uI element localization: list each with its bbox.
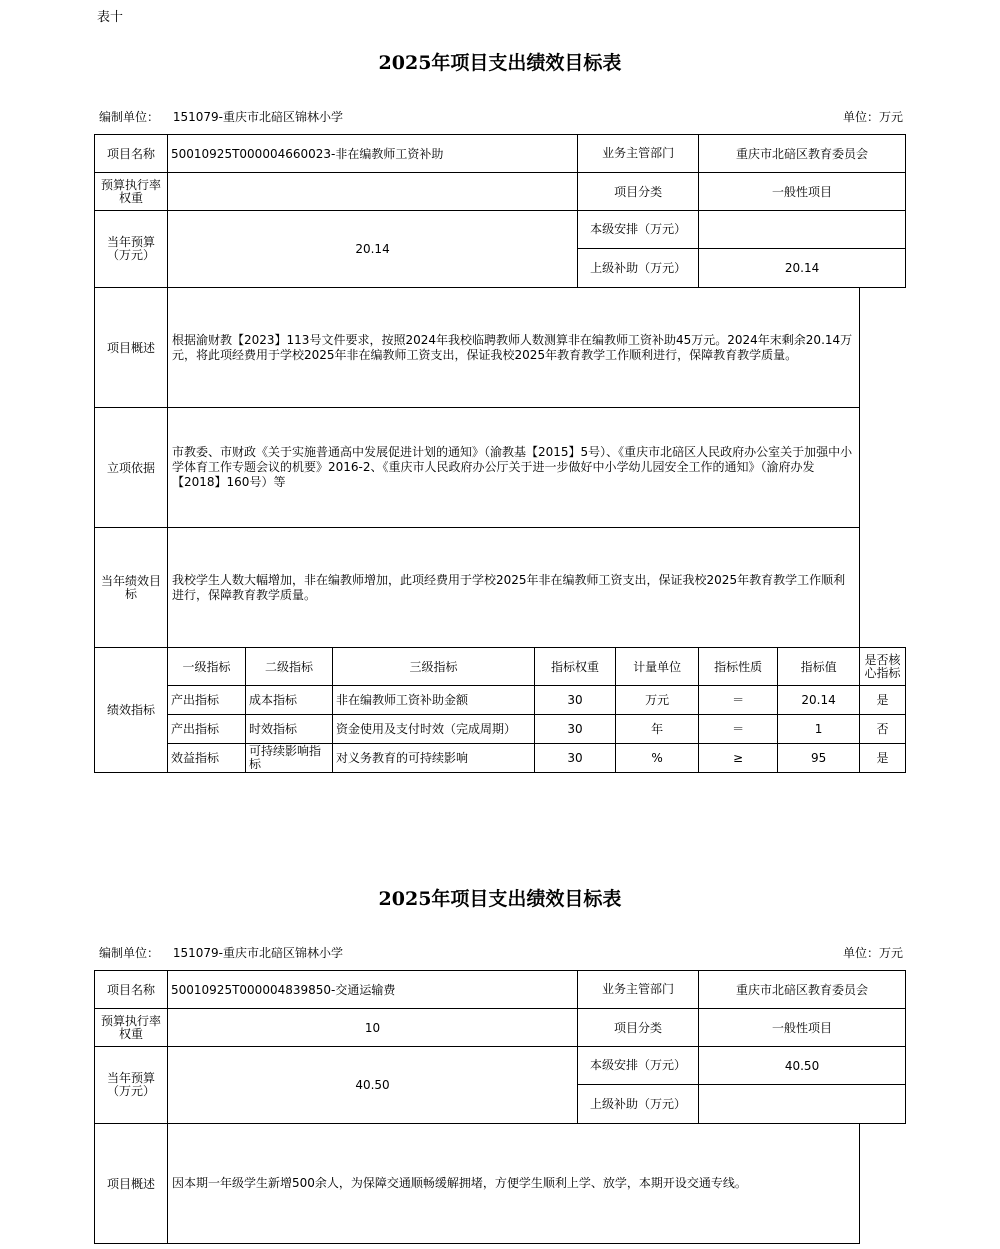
org-value: 151079-重庆市北碚区锦林小学: [172, 110, 343, 124]
table-row: [95, 715, 906, 744]
budget-value: 20.14: [168, 211, 578, 288]
upper-label: 上级补助（万元）: [578, 249, 699, 288]
value-cell: 20.14: [778, 686, 860, 715]
level1-cell: 产出指标: [168, 715, 246, 744]
overview-text: 根据渝财教【2023】113号文件要求，按照2024年我校临聘教师人数测算非在编教师工资补助45万元。2024年末剩余20.14万元，将此项经费用于学校2025年非在编教师工资支出，保证我校2025年教育教学工作顺利进行，保障教育教学质量。: [168, 288, 860, 408]
local-label: 本级安排（万元）: [578, 1047, 699, 1085]
category-label: 项目分类: [578, 173, 699, 211]
project-name-label: 项目名称: [95, 135, 168, 173]
exec-weight-label: 预算执行率权重: [95, 173, 168, 211]
nature-cell: ≥: [699, 744, 778, 773]
overview-label: 项目概述: [95, 288, 168, 408]
nature-cell: ＝: [699, 686, 778, 715]
indicator-header: 是否核心指标: [860, 648, 906, 686]
level2-cell: 可持续影响指标: [246, 744, 333, 773]
weight-cell: 30: [535, 686, 616, 715]
dept-label: 业务主管部门: [578, 971, 699, 1009]
overview-label: 项目概述: [95, 1124, 168, 1244]
indicator-header: 指标权重: [535, 648, 616, 686]
level1-cell: 效益指标: [168, 744, 246, 773]
upper-value: [699, 1085, 906, 1124]
core-cell: 是: [860, 744, 906, 773]
level3-cell: 资金使用及支付时效（完成周期）: [333, 715, 535, 744]
org-label: 编制单位：: [99, 946, 160, 960]
performance-table-1: [94, 134, 906, 773]
unit-label: 单位：万元: [842, 946, 903, 960]
indicator-header: 指标性质: [699, 648, 778, 686]
overview-text: 因本期一年级学生新增500余人，为保障交通顺畅缓解拥堵，方便学生顺利上学、放学，本期开设交通专线。: [168, 1124, 860, 1244]
indicator-header: 一级指标: [168, 648, 246, 686]
weight-cell: 30: [535, 744, 616, 773]
dept-value: 重庆市北碚区教育委员会: [699, 971, 906, 1009]
page-title: 2025年项目支出绩效目标表: [378, 52, 622, 74]
project-name-value: 50010925T000004660023-非在编教师工资补助: [168, 135, 578, 173]
table-row: [95, 686, 906, 715]
org-line: [99, 944, 903, 961]
category-value: 一般性项目: [699, 1009, 906, 1047]
category-label: 项目分类: [578, 1009, 699, 1047]
org-line: [99, 108, 903, 125]
unit-label: 单位：万元: [842, 110, 903, 124]
indicator-header: 二级指标: [246, 648, 333, 686]
exec-weight-value: 10: [168, 1009, 578, 1047]
dept-value: 重庆市北碚区教育委员会: [699, 135, 906, 173]
basis-label: 立项依据: [95, 408, 168, 528]
upper-label: 上级补助（万元）: [578, 1085, 699, 1124]
unit-cell: 万元: [616, 686, 699, 715]
performance-table-2: [94, 970, 906, 1244]
value-cell: 1: [778, 715, 860, 744]
unit-cell: %: [616, 744, 699, 773]
upper-value: 20.14: [699, 249, 906, 288]
unit-cell: 年: [616, 715, 699, 744]
level2-cell: 成本指标: [246, 686, 333, 715]
level1-cell: 产出指标: [168, 686, 246, 715]
exec-weight-value: [168, 173, 578, 211]
level2-cell: 时效指标: [246, 715, 333, 744]
indicator-header: 计量单位: [616, 648, 699, 686]
goal-text: 我校学生人数大幅增加，非在编教师增加，此项经费用于学校2025年非在编教师工资支出，保证我校2025年教育教学工作顺利进行，保障教育教学质量。: [168, 528, 860, 648]
local-value: [699, 211, 906, 249]
dept-label: 业务主管部门: [578, 135, 699, 173]
page-title: 2025年项目支出绩效目标表: [378, 888, 622, 910]
org-value: 151079-重庆市北碚区锦林小学: [172, 946, 343, 960]
org-label: 编制单位：: [99, 110, 160, 124]
level3-cell: 对义务教育的可持续影响: [333, 744, 535, 773]
indicators-label: 绩效指标: [95, 648, 168, 773]
exec-weight-label: 预算执行率权重: [95, 1009, 168, 1047]
indicator-header: 指标值: [778, 648, 860, 686]
budget-value: 40.50: [168, 1047, 578, 1124]
level3-cell: 非在编教师工资补助金额: [333, 686, 535, 715]
table-row: [95, 744, 906, 773]
local-label: 本级安排（万元）: [578, 211, 699, 249]
core-cell: 否: [860, 715, 906, 744]
basis-text: 市教委、市财政《关于实施普通高中发展促进计划的通知》（渝教基【2015】5号）、《重庆市北碚区人民政府办公室关于加强中小学体育工作专题会议的机要》2016-2、《重庆市人民政府办公厅关于进一步做好中小学幼儿园安全工作的通知》（渝府办发【2018】160号）等: [168, 408, 860, 528]
indicator-header: 三级指标: [333, 648, 535, 686]
goal-label: 当年绩效目标: [95, 528, 168, 648]
category-value: 一般性项目: [699, 173, 906, 211]
weight-cell: 30: [535, 715, 616, 744]
core-cell: 是: [860, 686, 906, 715]
budget-label: 当年预算（万元）: [95, 211, 168, 288]
nature-cell: ＝: [699, 715, 778, 744]
project-name-value: 50010925T000004839850-交通运输费: [168, 971, 578, 1009]
table-number-label: 表十: [97, 10, 124, 25]
budget-label: 当年预算（万元）: [95, 1047, 168, 1124]
local-value: 40.50: [699, 1047, 906, 1085]
project-name-label: 项目名称: [95, 971, 168, 1009]
value-cell: 95: [778, 744, 860, 773]
